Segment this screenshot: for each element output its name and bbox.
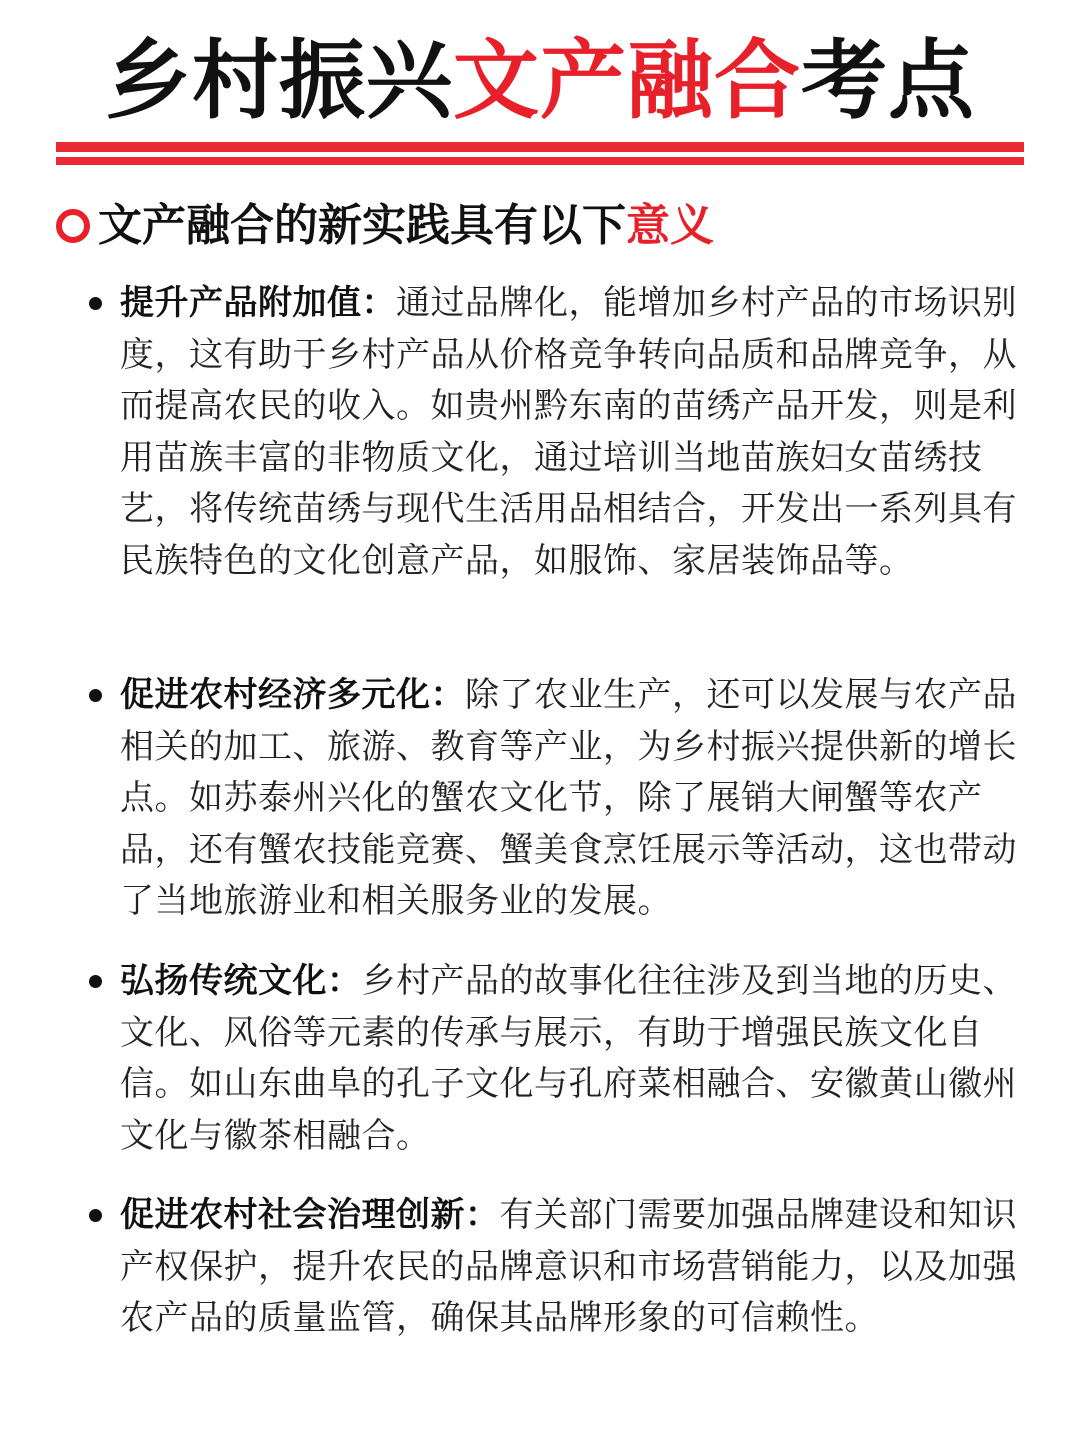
- title-divider-bottom: [56, 157, 1024, 165]
- bullet-dot-icon: [89, 689, 102, 702]
- item-body: 除了农业生产，还可以发展与农产品相关的加工、旅游、教育等产业，为乡村振兴提供新的增长点。如苏泰州兴化的蟹农文化节，除了展销大闸蟹等农产品，还有蟹农技能竞赛、蟹美食烹饪展示等活动，这也带动了当地旅游业和相关服务业的发展。: [120, 675, 1017, 921]
- bullet-dot-icon: [89, 975, 102, 988]
- title-black-tail: 考点: [801, 31, 975, 131]
- item-lead: 促进农村经济多元化：: [120, 675, 465, 715]
- list-item: [120, 670, 1022, 928]
- item-lead: 弘扬传统文化：: [120, 961, 362, 1001]
- item-body: 通过品牌化，能增加乡村产品的市场识别度，这有助于乡村产品从价格竞争转向品质和品牌竞争，从而提高农民的收入。如贵州黔东南的苗绣产品开发，则是利用苗族丰富的非物质文化，通过培训当地苗族妇女苗绣技艺，将传统苗绣与现代生活用品相结合，开发出一系列具有民族特色的文化创意产品，如服饰、家居装饰品等。: [120, 283, 1017, 581]
- red-ring-icon: [56, 209, 90, 243]
- section-heading-main: 文产融合的新实践具有以下: [98, 200, 626, 251]
- title-divider-top: [56, 142, 1024, 152]
- section-heading-accent: 意义: [626, 200, 714, 251]
- list-item: [120, 956, 1022, 1162]
- item-lead: 提升产品附加值：: [120, 283, 396, 323]
- item-body: 有关部门需要加强品牌建设和知识产权保护，提升农民的品牌意识和市场营销能力，以及加强农产品的质量监管，确保其品牌形象的可信赖性。: [120, 1195, 1017, 1338]
- page-title: [0, 26, 1080, 136]
- title-black-part: 乡村振兴: [105, 31, 453, 131]
- item-lead: 促进农村社会治理创新：: [120, 1195, 500, 1235]
- bullet-dot-icon: [89, 1209, 102, 1222]
- bullet-dot-icon: [89, 297, 102, 310]
- list-item: [120, 1190, 1022, 1345]
- section-heading: [56, 196, 714, 256]
- list-item: [120, 278, 1022, 587]
- title-red-part: 文产融合: [453, 31, 801, 131]
- item-body: 乡村产品的故事化往往涉及到当地的历史、文化、风俗等元素的传承与展示，有助于增强民族文化自信。如山东曲阜的孔子文化与孔府菜相融合、安徽黄山徽州文化与徽茶相融合。: [120, 961, 1017, 1156]
